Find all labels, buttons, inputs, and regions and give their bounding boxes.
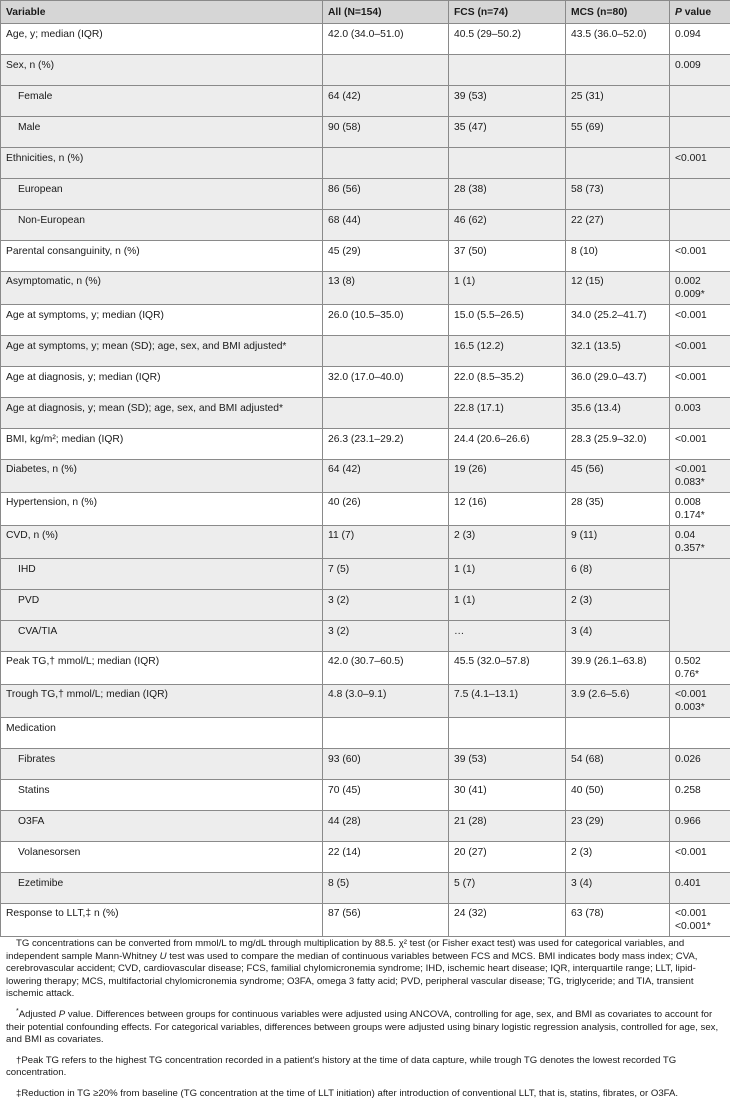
cell-mcs: 35.6 (13.4) [566,398,670,429]
cell-p-value [670,272,730,305]
cell-p-value [670,652,730,685]
header-p-rest: value [682,7,711,18]
cell-p-value [670,493,730,526]
table-row [1,621,730,652]
footnote-main [6,938,724,1001]
cell-all: 32.0 (17.0–40.0) [323,367,449,398]
cell-variable: Medication [1,718,323,749]
cell-variable: CVD, n (%) [1,526,323,559]
cell-mcs: 45 (56) [566,460,670,493]
cell-all: 42.0 (34.0–51.0) [323,24,449,55]
footnote-main-italic-u: U [160,951,167,962]
header-row [1,1,730,24]
table-row [1,460,730,493]
cell-fcs: 37 (50) [449,241,566,272]
cell-mcs: 8 (10) [566,241,670,272]
cell-mcs: 23 (29) [566,811,670,842]
cell-variable: Age at symptoms, y; median (IQR) [1,305,323,336]
cell-variable: Ethnicities, n (%) [1,148,323,179]
p-value-primary: <0.001 [675,846,725,859]
table-row [1,429,730,460]
cell-all: 86 (56) [323,179,449,210]
cell-p-value [670,526,730,559]
p-value-adjusted: <0.001* [675,920,725,933]
cell-all [323,398,449,429]
cell-variable: PVD [1,590,323,621]
cell-p-value [670,780,730,811]
cell-all [323,336,449,367]
cell-variable: Volanesorsen [1,842,323,873]
p-value-primary: <0.001 [675,433,725,446]
table-row [1,179,730,210]
p-value-primary: 0.026 [675,753,725,766]
cell-all [323,55,449,86]
cell-variable: Age, y; median (IQR) [1,24,323,55]
cell-all: 42.0 (30.7–60.5) [323,652,449,685]
cell-all: 70 (45) [323,780,449,811]
cell-all: 3 (2) [323,621,449,652]
table-row [1,526,730,559]
p-value-primary: <0.001 [675,907,725,920]
table-row [1,86,730,117]
cell-p-value-merged [670,559,730,652]
cell-p-value [670,429,730,460]
p-value-primary: 0.002 [675,275,725,288]
footnote-adjusted-italic-p: P [59,1009,65,1020]
cell-mcs: 6 (8) [566,559,670,590]
cell-all: 8 (5) [323,873,449,904]
cell-all: 45 (29) [323,241,449,272]
cell-fcs: 12 (16) [449,493,566,526]
table-row [1,718,730,749]
cell-all: 87 (56) [323,904,449,937]
cell-all: 13 (8) [323,272,449,305]
table-row [1,493,730,526]
table-row [1,210,730,241]
cell-variable: Diabetes, n (%) [1,460,323,493]
footnote-adjusted [6,1009,724,1047]
header-mcs: MCS (n=80) [566,1,670,24]
table-row [1,811,730,842]
cell-variable: Non-European [1,210,323,241]
cell-fcs [449,718,566,749]
cell-variable: Sex, n (%) [1,55,323,86]
p-value-adjusted: 0.174* [675,509,725,522]
cell-p-value [670,904,730,937]
cell-variable: Fibrates [1,749,323,780]
table-body [1,24,730,937]
cell-variable: Asymptomatic, n (%) [1,272,323,305]
cell-mcs [566,718,670,749]
footnote-ddagger: ‡Reduction in TG ≥20% from baseline (TG concentration at the time of LLT initiation) after introduction of conventional LLT, that is, statins, fibrates, or O3FA. [6,1088,724,1101]
cell-p-value [670,86,730,117]
cell-mcs: 22 (27) [566,210,670,241]
cell-variable: Trough TG,† mmol/L; median (IQR) [1,685,323,718]
cell-p-value [670,749,730,780]
cell-variable: Parental consanguinity, n (%) [1,241,323,272]
header-p-italic: P [675,7,682,18]
header-all: All (N=154) [323,1,449,24]
footnote-dagger: †Peak TG refers to the highest TG concentration recorded in a patient's history at the time of data capture, while trough TG denotes the lowest recorded TG concentration. [6,1055,724,1080]
cell-fcs: 28 (38) [449,179,566,210]
p-value-adjusted: 0.357* [675,542,725,555]
cell-mcs: 32.1 (13.5) [566,336,670,367]
cell-mcs: 28 (35) [566,493,670,526]
cell-mcs: 34.0 (25.2–41.7) [566,305,670,336]
p-value-primary: <0.001 [675,688,725,701]
table-row [1,241,730,272]
p-value-primary: <0.001 [675,152,725,165]
cell-all [323,148,449,179]
cell-mcs: 3.9 (2.6–5.6) [566,685,670,718]
table-row [1,590,730,621]
cell-fcs: 22.0 (8.5–35.2) [449,367,566,398]
cell-variable: Hypertension, n (%) [1,493,323,526]
cell-variable: Age at diagnosis, y; mean (SD); age, sex, and BMI adjusted* [1,398,323,429]
header-fcs: FCS (n=74) [449,1,566,24]
cell-p-value [670,305,730,336]
header-variable: Variable [1,1,323,24]
cell-fcs: 1 (1) [449,590,566,621]
table-row [1,305,730,336]
cell-mcs: 12 (15) [566,272,670,305]
cell-mcs: 55 (69) [566,117,670,148]
p-value-primary: 0.258 [675,784,725,797]
table-row [1,55,730,86]
cell-fcs: 21 (28) [449,811,566,842]
cell-fcs: 46 (62) [449,210,566,241]
cell-all: 93 (60) [323,749,449,780]
cell-variable: Ezetimibe [1,873,323,904]
table-row [1,272,730,305]
p-value-adjusted: 0.76* [675,668,725,681]
cell-all: 64 (42) [323,460,449,493]
cell-mcs: 43.5 (36.0–52.0) [566,24,670,55]
cell-all: 7 (5) [323,559,449,590]
cell-mcs [566,55,670,86]
cell-fcs: … [449,621,566,652]
cell-variable: European [1,179,323,210]
p-value-primary: 0.008 [675,496,725,509]
cell-p-value [670,55,730,86]
table-row [1,148,730,179]
table-row [1,842,730,873]
cell-p-value [670,24,730,55]
table-row [1,780,730,811]
cell-fcs: 20 (27) [449,842,566,873]
cell-all: 44 (28) [323,811,449,842]
cell-all: 26.0 (10.5–35.0) [323,305,449,336]
cell-all: 90 (58) [323,117,449,148]
p-value-primary: 0.401 [675,877,725,890]
p-value-primary: 0.003 [675,402,725,415]
table-row [1,24,730,55]
cell-fcs: 22.8 (17.1) [449,398,566,429]
cell-variable: Age at symptoms, y; mean (SD); age, sex, and BMI adjusted* [1,336,323,367]
cell-all: 3 (2) [323,590,449,621]
cell-p-value [670,367,730,398]
cell-p-value [670,117,730,148]
cell-p-value [670,179,730,210]
p-value-primary: 0.966 [675,815,725,828]
table-row [1,336,730,367]
cell-all: 68 (44) [323,210,449,241]
cell-mcs: 58 (73) [566,179,670,210]
cell-all: 64 (42) [323,86,449,117]
p-value-primary: 0.094 [675,28,725,41]
cell-variable: Female [1,86,323,117]
table-row [1,117,730,148]
p-value-adjusted: 0.009* [675,288,725,301]
p-value-primary: <0.001 [675,371,725,384]
cell-mcs [566,148,670,179]
cell-fcs: 39 (53) [449,86,566,117]
footnote-star-mark: * [16,1008,19,1015]
cell-variable: O3FA [1,811,323,842]
cell-all: 40 (26) [323,493,449,526]
cell-fcs: 16.5 (12.2) [449,336,566,367]
cell-variable: CVA/TIA [1,621,323,652]
cell-all: 11 (7) [323,526,449,559]
cell-mcs: 25 (31) [566,86,670,117]
cell-p-value [670,873,730,904]
cell-fcs [449,148,566,179]
table-row [1,652,730,685]
cell-fcs: 45.5 (32.0–57.8) [449,652,566,685]
cell-fcs: 15.0 (5.5–26.5) [449,305,566,336]
footnote-adjusted-text-1: Adjusted [19,1009,59,1020]
cell-fcs: 2 (3) [449,526,566,559]
table-row [1,685,730,718]
cell-variable: IHD [1,559,323,590]
cell-variable: Statins [1,780,323,811]
p-value-primary: 0.502 [675,655,725,668]
cell-fcs: 40.5 (29–50.2) [449,24,566,55]
cell-fcs: 19 (26) [449,460,566,493]
table-footnotes [0,938,730,1101]
p-value-adjusted: 0.003* [675,701,725,714]
footnote-adjusted-text-2: value. Differences between groups for continuous variables were adjusted using ANCOVA, controlling for age, sex, and BMI as covariates to account for their potential confounding effects. For categorical variables, differences between groups were adjusted using binary logistic regression analysis, controlled for age, sex, and BMI as covariates. [6,1009,718,1045]
cell-variable: Male [1,117,323,148]
cell-fcs: 24 (32) [449,904,566,937]
cell-all [323,718,449,749]
p-value-primary: <0.001 [675,309,725,322]
cell-variable: Age at diagnosis, y; median (IQR) [1,367,323,398]
cell-all: 4.8 (3.0–9.1) [323,685,449,718]
cell-fcs: 39 (53) [449,749,566,780]
cell-p-value [670,811,730,842]
cell-all: 22 (14) [323,842,449,873]
cell-p-value [670,718,730,749]
cell-mcs: 40 (50) [566,780,670,811]
cell-fcs: 1 (1) [449,272,566,305]
cell-mcs: 63 (78) [566,904,670,937]
cell-variable: BMI, kg/m²; median (IQR) [1,429,323,460]
cell-p-value [670,148,730,179]
cell-mcs: 54 (68) [566,749,670,780]
table-row [1,398,730,429]
cell-p-value [670,460,730,493]
p-value-primary: 0.009 [675,59,725,72]
table-row [1,749,730,780]
p-value-primary: 0.04 [675,529,725,542]
cell-fcs: 5 (7) [449,873,566,904]
cell-fcs [449,55,566,86]
cell-mcs: 9 (11) [566,526,670,559]
table-row [1,367,730,398]
p-value-primary: <0.001 [675,245,725,258]
cell-mcs: 3 (4) [566,873,670,904]
cell-mcs: 2 (3) [566,842,670,873]
cell-fcs: 24.4 (20.6–26.6) [449,429,566,460]
p-value-primary: <0.001 [675,340,725,353]
cell-p-value [670,685,730,718]
cell-mcs: 39.9 (26.1–63.8) [566,652,670,685]
table-row [1,559,730,590]
cell-mcs: 2 (3) [566,590,670,621]
cell-fcs: 7.5 (4.1–13.1) [449,685,566,718]
cell-all: 26.3 (23.1–29.2) [323,429,449,460]
cell-p-value [670,241,730,272]
header-p-value [670,1,730,24]
cell-variable: Response to LLT,‡ n (%) [1,904,323,937]
cell-variable: Peak TG,† mmol/L; median (IQR) [1,652,323,685]
cell-p-value [670,842,730,873]
cell-fcs: 35 (47) [449,117,566,148]
cell-mcs: 3 (4) [566,621,670,652]
cell-mcs: 36.0 (29.0–43.7) [566,367,670,398]
p-value-primary: <0.001 [675,463,725,476]
table-row [1,873,730,904]
cell-p-value [670,210,730,241]
cell-mcs: 28.3 (25.9–32.0) [566,429,670,460]
p-value-adjusted: 0.083* [675,476,725,489]
footnote-main-text-1: TG concentrations can be converted from mmol/L to mg/dL through multiplication by 88.5. χ² test (or Fisher exact test) was used for categorical variables, and independent sample Mann-Whitney [6,938,684,962]
footnote-main-text-2: test was used to compare the median of continuous variables between FCS and MCS. BMI indicates body mass index; CVA, cerebrovascular accident; CVD, cardiovascular disease; FCS, familial chylomicronemia syndrome; IHD, ischemic heart disease; IQR, interquartile range; LLT, lipid-lowering therapy; MCS, multifactorial chylomicronemia syndrome; O3FA, omega 3 fatty acid; PVD, peripheral vascular disease; TG, triglyceride; and TIA, transient ischemic attack. [6,951,697,1000]
table-row [1,904,730,937]
cell-p-value [670,336,730,367]
cell-p-value [670,398,730,429]
cell-fcs: 1 (1) [449,559,566,590]
cell-fcs: 30 (41) [449,780,566,811]
